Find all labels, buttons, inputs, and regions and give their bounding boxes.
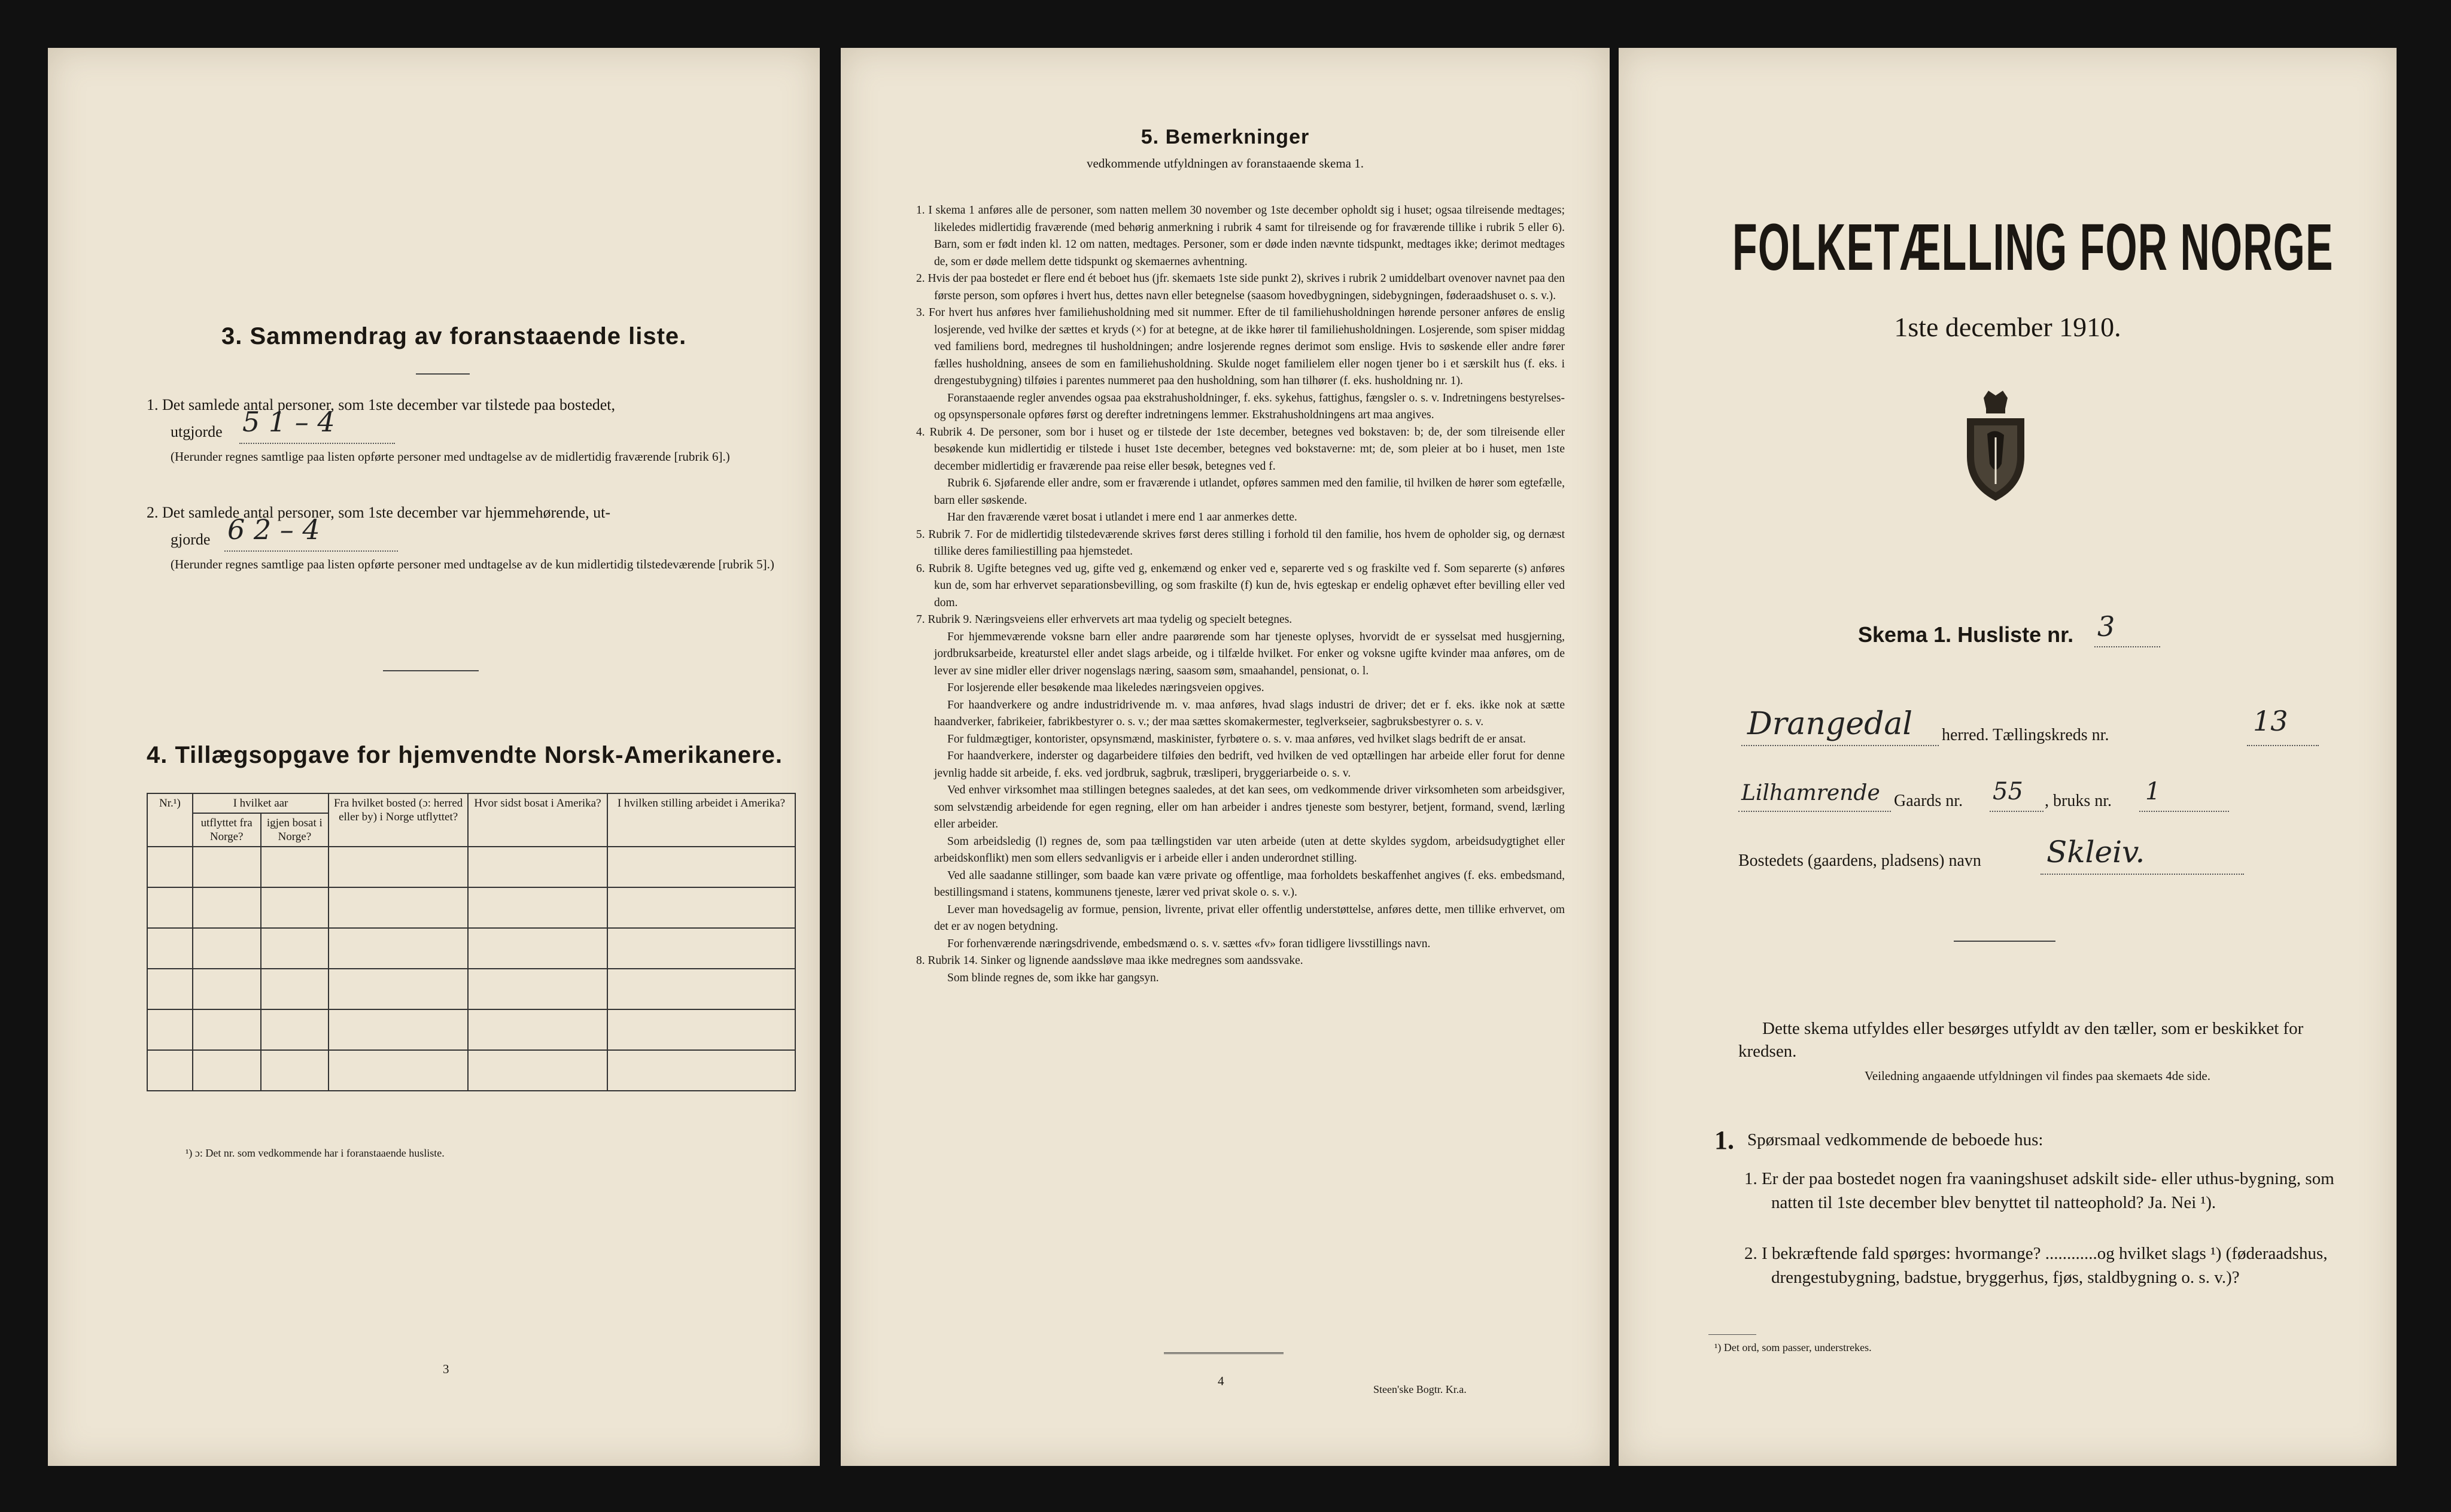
herred-value: Drangedal — [1747, 706, 1913, 742]
remark-paragraph: Som arbeidsledig (l) regnes de, som paa tællingstiden var uten arbeide (uten at dette skyldes sygdom, arbeidsudygtighet eller arbeidskonflikt) men som ellers sedvanligvis er i arbeide eller i anden underordnet stilling. — [934, 835, 1565, 865]
ornament-divider — [1954, 941, 2055, 942]
page-right — [1619, 48, 2397, 1466]
remark-paragraph: Ved enhver virksomhet maa stillingen betegnes saaledes, at det kan sees, om vedkommende driver virksomheten som arbeidsgiver, som selvstændig arbeidende for egen regning, eller om han arbeider i andres tjeneste som bestyrer, betjent, formand, svend, lærling eller arbeider. — [934, 784, 1565, 830]
fill-line — [2094, 646, 2160, 647]
remark-paragraph: Rubrik 6. Sjøfarende eller andre, som er fraværende i utlandet, opføres sammen med den familie, til hvilken de hører som egtefælle, barn eller søskende. — [934, 477, 1565, 507]
fill-line — [239, 443, 395, 444]
remark-paragraph: 3. For hvert hus anføres hver familiehusholdning med sit nummer. Efter de til familiehusholdningen hørende personer anføres de enslig losjerende, ved hvilke der sættes et kryds (×) for at betegne, at de ikke hører til familiehusholdningen. Losjerende, som spiser middag ved familiens bord, medregnes til husholdningen; andre losjerende regnes derimot som enslige. Hvis to søskende eller andre fører fælles husholdning, ansees de som en familiehusholdning. Skulde noget familielem eller nogen tjener bo i et særskilt hus (f. eks. i drengestubygning) tilføies i parentes nummeret paa den husholdning, som han tilhører (f. eks. husholdning nr. 1). — [916, 306, 1565, 387]
divider — [383, 670, 479, 671]
fill-line — [224, 550, 398, 552]
section-3-title: 3. Sammendrag av foranstaaende liste. — [221, 323, 687, 349]
coat-of-arms-icon — [1954, 386, 2038, 506]
summary-item-2-prefix: gjorde — [171, 531, 211, 548]
form-title: FOLKETÆLLING FOR NORGE — [1732, 211, 2334, 284]
col-nr: Nr.¹) — [147, 793, 193, 847]
bosted-label: Bostedets (gaardens, pladsens) navn — [1738, 851, 1981, 870]
fill-line — [1741, 745, 1939, 746]
herred-label: herred. Tællingskreds nr. — [1942, 726, 2109, 744]
bosted-name: Skleiv. — [2046, 835, 2145, 869]
summary-item-1-note: (Herunder regnes samtlige paa listen opførte personer med undtagelse av de midlertidig fraværende [rubrik 6].) — [171, 449, 730, 464]
divider — [416, 373, 470, 375]
bemerkninger-body — [907, 202, 1565, 987]
question-1: 1. Er der paa bostedet nogen fra vaaningshuset adskilt side- eller uthus-bygning, som natten til 1ste december blev benyttet til natteophold? Ja. Nei ¹). — [1744, 1169, 2334, 1212]
question-heading: Spørsmaal vedkommende de beboede hus: — [1747, 1130, 2043, 1149]
remark-paragraph: For forhenværende næringsdrivende, embedsmænd o. s. v. sættes «fv» foran tidligere livsstillings navn. — [947, 937, 1431, 950]
col-hvor: Hvor sidst bosat i Amerika? — [468, 793, 607, 847]
col-igjen: igjen bosat i Norge? — [261, 813, 329, 847]
kreds-number: 13 — [2253, 705, 2288, 737]
remark-paragraph: 1. I skema 1 anføres alle de personer, som natten mellem 30 november og 1ste december opholdt sig i huset; ogsaa tilreisende medtages; likeledes midlertidig fraværende (med behørig anmerkning i rubrik 4 samt for tilreisende og for fraværende tillike i rubrik 5 eller 6). Barn, som er født inden kl. 12 om natten, medtages. Personer, som er døde inden nævnte tidspunkt, medtages ikke; derimot medtages de, som er døde mellem dette tidspunkt og skemaernes avhentning. — [916, 204, 1565, 268]
remark-paragraph: For haandverkere og andre industridrivende m. v. maa anføres, hvad slags industri de driver; det er f. eks. ikke nok at sætte haandverker, fabrikeier, fabrikbestyrer o. s. v.; der maa sættes skomakermester, teglverkseier, sagbruksbestyrer o. s. v. — [934, 698, 1565, 728]
remark-paragraph: For losjerende eller besøkende maa likeledes næringsveien opgives. — [947, 682, 1264, 694]
norsk-amerikanere-table — [147, 793, 796, 1091]
remark-paragraph: Lever man hovedsagelig av formue, pension, livrente, privat eller offentlig understøttelse, anføres dette, men tillike erhvervet, om det er av nogen betydning. — [934, 903, 1565, 933]
table-footnote: ¹) ɔ: Det nr. som vedkommende har i foranstaaende husliste. — [186, 1147, 445, 1159]
gaard-name: Lilhamrende — [1741, 781, 1880, 805]
gaard-number: 55 — [1993, 778, 2023, 805]
remark-paragraph: For fuldmægtiger, kontorister, opsynsmænd, maskinister, fyrbøtere o. s. v. maa anføres, ved hvilket slags bedrift de er ansat. — [947, 732, 1526, 746]
page-number: 3 — [443, 1362, 449, 1376]
instruction-text: Dette skema utfyldes eller besørges utfyldt av den tæller, som er beskikket for kredsen. — [1738, 1019, 2304, 1061]
footnote-rule — [1708, 1334, 1756, 1335]
form-date: 1ste december 1910. — [1894, 312, 2121, 342]
table-row — [147, 928, 795, 969]
remark-paragraph: 2. Hvis der paa bostedet er flere end ét beboet hus (jfr. skemaets 1ste side punkt 2), skrives i rubrik 2 umiddelbart ovenover navnet paa den første person, som opføres i hvert hus, dettes navn eller betegnelse (saasom hovedbygningen, sidebygningen, føderaadshuset o. s. v.). — [916, 272, 1565, 302]
footnote: ¹) Det ord, som passer, understrekes. — [1714, 1341, 1872, 1353]
printer-mark: Steen'ske Bogtr. Kr.a. — [1373, 1383, 1467, 1395]
table-row — [147, 1009, 795, 1050]
section-4-title: 4. Tillægsopgave for hjemvendte Norsk-Amerikanere. — [147, 742, 783, 768]
remark-paragraph: For haandverkere, inderster og dagarbeidere tilføies den bedrift, ved hvilken de ved optællingen har arbeide eller forut for denne jevnlig hadde sit arbeide, f. eks. ved jordbruk, sagbruk, træsliperi, bryggeriarbeide o. s. v. — [934, 750, 1565, 780]
remark-paragraph: 4. Rubrik 4. De personer, som bor i huset og er tilstede der 1ste december, betegnes ved bokstaven: b; de, der som tilreisende eller besøkende kun midlertidig er tilstede i huset 1ste december, betegnes ved bokstaverne: mt; de, som pleier at bo i huset, men 1ste december midlertidig er fraværende paa reise eller besøk, betegnes ved f. — [916, 425, 1565, 473]
summary-item-2-value: 6 2 – 4 — [227, 513, 320, 546]
schema-label: Skema 1. Husliste nr. — [1858, 622, 2074, 647]
bemerkninger-subtitle: vedkommende utfyldningen av foranstaaende skema 1. — [1086, 156, 1364, 171]
remark-paragraph: Foranstaaende regler anvendes ogsaa paa ekstrahusholdninger, f. eks. sykehus, fattighus, fængsler o. s. v. Indretningens bestyrelses- og opsynspersonale opføres først og derefter indretningens lemmer. Ekstrahusholdningens art maa angives. — [934, 391, 1565, 421]
remark-paragraph: Ved alle saadanne stillinger, som baade kan være private og offentlige, maa forholdets beskaffenhet angives (f. eks. embedsmand, bestillingsmand i statens, kommunens tjeneste, lærer ved privat skole o. s. v.). — [934, 869, 1565, 899]
bruks-number: 1 — [2145, 778, 2161, 805]
remark-paragraph: 7. Rubrik 9. Næringsveiens eller erhvervets art maa tydelig og specielt betegnes. — [916, 613, 1293, 626]
summary-item-2-note: (Herunder regnes samtlige paa listen opførte personer med undtagelse av de kun midlertidig tilstedeværende [rubrik 5].) — [171, 557, 774, 571]
remark-paragraph: 5. Rubrik 7. For de midlertidig tilstedeværende skrives først deres stilling i forhold til den familie, hos hvem de opholder sig, og dernæst tillike deres familiestilling paa hjemstedet. — [916, 528, 1565, 558]
col-stilling: I hvilken stilling arbeidet i Amerika? — [607, 793, 795, 847]
bruks-label: , bruks nr. — [2045, 792, 2112, 810]
fill-line — [2247, 745, 2319, 746]
page-left — [48, 48, 820, 1466]
table-row — [147, 1050, 795, 1091]
summary-item-2: 2. Det samlede antal personer, som 1ste december var hjemmehørende, ut- — [147, 504, 611, 521]
instruction-small: Veiledning angaaende utfyldningen vil findes paa skemaets 4de side. — [1865, 1069, 2210, 1083]
bemerkninger-title: 5. Bemerkninger — [1141, 126, 1310, 148]
summary-item-1-prefix: utgjorde — [171, 423, 223, 440]
remark-paragraph: 8. Rubrik 14. Sinker og lignende aandssløve maa ikke medregnes som aandssvake. — [916, 954, 1303, 967]
table-row — [147, 847, 795, 887]
page-middle — [841, 48, 1610, 1466]
remark-paragraph: Har den fraværende været bosat i utlandet i mere end 1 aar anmerkes dette. — [947, 511, 1297, 524]
husliste-number: 3 — [2097, 610, 2115, 643]
col-group-year: I hvilket aar — [193, 793, 329, 813]
fill-line — [1738, 811, 1891, 812]
remark-paragraph: Som blinde regnes de, som ikke har gangsyn. — [947, 971, 1159, 984]
col-utflyttet: utflyttet fra Norge? — [193, 813, 261, 847]
col-fra: Fra hvilket bosted (ɔ: herred eller by) i Norge utflyttet? — [329, 793, 468, 847]
summary-item-1: 1. Det samlede antal personer, som 1ste december var tilstede paa bostedet, — [147, 396, 616, 413]
gaard-label: Gaards nr. — [1894, 792, 1963, 810]
fill-line — [2041, 874, 2244, 875]
divider — [1164, 1352, 1284, 1354]
summary-item-1-value: 5 1 – 4 — [242, 406, 335, 438]
question-2: 2. I bekræftende fald spørges: hvormange? ............og hvilket slags ¹) (føderaadshus, drengestubygning, badstue, bryggerhus, fjøs, staldbygning o. s. v.)? — [1744, 1244, 2328, 1287]
fill-line — [1990, 811, 2043, 812]
page-number: 4 — [1218, 1374, 1224, 1388]
remark-paragraph: 6. Rubrik 8. Ugifte betegnes ved ug, gifte ved g, enkemænd og enker ved e, separerte ved s og fraskilte ved f. Som separerte (s) anføres kun de, som har erhvervet separationsbevilling, og som fraskilte (f) kun de, hvis egteskap er endelig ophævet efter bevilling eller ved dom. — [916, 562, 1565, 609]
fill-line — [2139, 811, 2229, 812]
table-row — [147, 969, 795, 1009]
remark-paragraph: For hjemmeværende voksne barn eller andre paarørende som har tjeneste oplyses, hvorvidt de er sysselsat med husgjerning, jordbruksarbeide, kreaturstel eller andet slags arbeide, og i tilfælde hvilket. For enker og voksne ugifte kvinder maa anføres, om de lever av sine midler eller driver nogenslags næring, saasom søm, smaahandel, pensionat, o. l. — [934, 630, 1565, 677]
table-row — [147, 887, 795, 928]
question-heading-number: 1. — [1714, 1125, 1734, 1155]
